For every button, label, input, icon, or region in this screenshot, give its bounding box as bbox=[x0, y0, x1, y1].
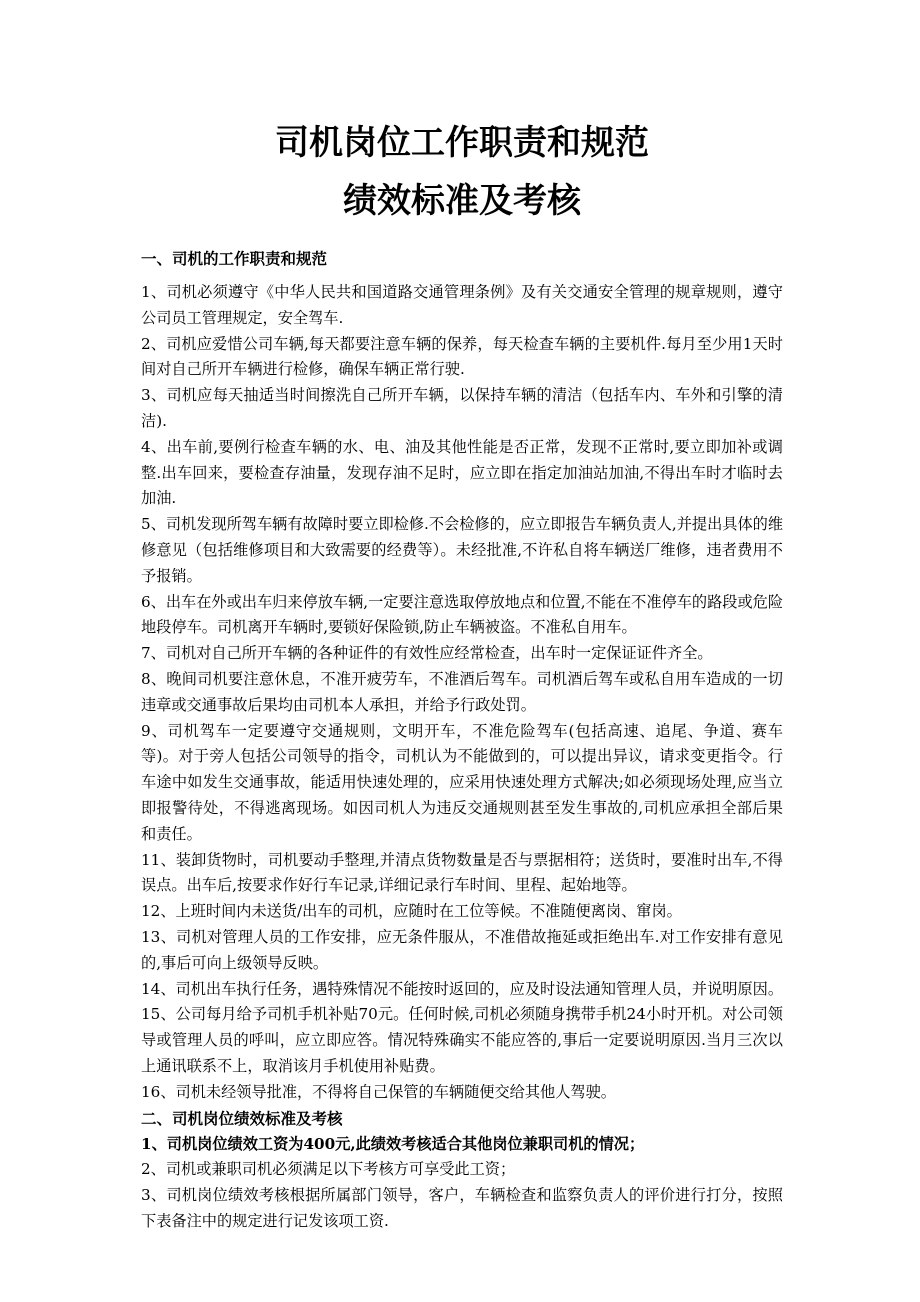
duty-item-2: 2、司机应爱惜公司车辆,每天都要注意车辆的保养，每天检查车辆的主要机件.每月至少用1天时间对自己所开车辆进行检修，确保车辆正常行驶. bbox=[141, 334, 783, 379]
performance-list bbox=[141, 1132, 783, 1235]
duty-item-4: 4、出车前,要例行检查车辆的水、电、油及其他性能是否正常，发现不正常时,要立即加补或调整.出车回来，要检查存油量，发现存油不足时，应立即在指定加油站加油,不得出车时才临时去加油. bbox=[141, 437, 783, 508]
document-subtitle: 绩效标准及考核 bbox=[343, 181, 581, 221]
document-page bbox=[141, 0, 783, 1235]
duty-item-16: 16、司机未经领导批准，不得将自己保管的车辆随便交给其他人驾驶。 bbox=[141, 1082, 616, 1101]
duty-item-8: 8、晚间司机要注意休息，不准开疲劳车，不准酒后驾车。司机酒后驾车或私自用车造成的一切违章或交通事故后果均由司机本人承担，并给予行政处罚。 bbox=[141, 669, 783, 714]
performance-item-3: 3、司机岗位绩效考核根据所属部门领导，客户，车辆检查和监察负责人的评价进行打分，按照下表备注中的规定进行记发该项工资. bbox=[141, 1186, 783, 1230]
duties-list bbox=[141, 280, 783, 1106]
duty-item-14: 14、司机出车执行任务，遇特殊情况不能按时返回的，应及时设法通知管理人员，并说明原因。 bbox=[141, 979, 784, 998]
duty-item-15: 15、公司每月给予司机手机补贴70元。任何时候,司机必须随身携带手机24小时开机。对公司领导或管理人员的呼叫，应立即应答。情况特殊确实不能应答的,事后一定要说明原因.当月三次以上通讯联系不上，取消该月手机使用补贴费。 bbox=[141, 1005, 783, 1075]
duty-item-6: 6、出车在外或出车归来停放车辆,一定要注意选取停放地点和位置,不能在不准停车的路段或危险地段停车。司机离开车辆时,要锁好保险锁,防止车辆被盗。不准私自用车。 bbox=[141, 592, 784, 637]
duty-item-5: 5、司机发现所驾车辆有故障时要立即检修.不会检修的，应立即报告车辆负责人,并提出具体的维修意见（包括维修项目和大致需要的经费等）。未经批准,不许私自将车辆送厂维修，违者费用不予报销。 bbox=[141, 515, 784, 585]
performance-item-1: 1、司机岗位绩效工资为400元,此绩效考核适合其他岗位兼职司机的情况； bbox=[141, 1134, 645, 1153]
duty-item-3: 3、司机应每天抽适当时间擦洗自己所开车辆，以保持车辆的清洁（包括车内、车外和引擎的清洁). bbox=[141, 386, 783, 430]
duty-item-9: 9、司机驾车一定要遵守交通规则，文明开车，不准危险驾车(包括高速、追尾、争道、赛车等)。对于旁人包括公司领导的指令，司机认为不能做到的，可以提出异议，请求变更指令。行车途中如发生交通事故，能适用快速处理的，应采用快速处理方式解决;如必须现场处理,应当立即报警待处，不得逃离现场。如因司机人为违反交通规则甚至发生事故的,司机应承担全部后果和责任。 bbox=[141, 721, 783, 843]
document-title: 司机岗位工作职责和规范 bbox=[275, 123, 649, 163]
performance-item-2: 2、司机或兼职司机必须满足以下考核方可享受此工资； bbox=[141, 1160, 516, 1179]
duty-item-13: 13、司机对管理人员的工作安排，应无条件服从，不准借故拖延或拒绝出车.对工作安排有意见的,事后可向上级领导反映。 bbox=[141, 927, 783, 972]
section-heading-duties: 一、司机的工作职责和规范 bbox=[141, 249, 328, 268]
duty-item-7: 7、司机对自己所开车辆的各种证件的有效性应经常检查，出车时一定保证证件齐全。 bbox=[141, 644, 713, 663]
duty-item-11: 11、装卸货物时，司机要动手整理,并清点货物数量是否与票据相符；送货时，要准时出车,不得误点。出车后,按要求作好行车记录,详细记录行车时间、里程、起始地等。 bbox=[141, 850, 783, 895]
duty-item-12: 12、上班时间内未送货/出车的司机，应随时在工位等候。不准随便离岗、窜岗。 bbox=[141, 902, 682, 921]
section-heading-performance: 二、司机岗位绩效标准及考核 bbox=[141, 1108, 343, 1128]
duty-item-1: 1、司机必须遵守《中华人民共和国道路交通管理条例》及有关交通安全管理的规章规则，遵守公司员工管理规定，安全驾车. bbox=[141, 283, 783, 327]
